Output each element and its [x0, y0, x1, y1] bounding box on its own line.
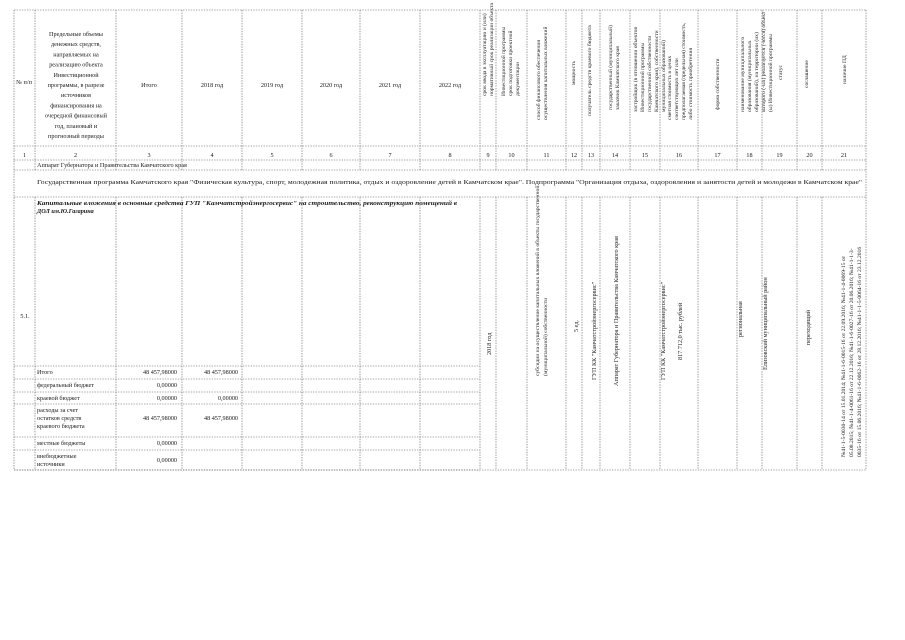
header-limits: очередной финансовый [45, 112, 107, 120]
header-cost: предполагаемая (предельная) стоимость, [681, 22, 687, 120]
column-number: 6 [329, 152, 333, 159]
finance-row-2018: 48 457,98000 [203, 369, 238, 376]
header-design-term: Инвестиционной программы [501, 26, 507, 96]
header-cost: сметная стоимость в ценах [667, 55, 673, 120]
header-agreement: соглашение [804, 60, 810, 88]
finance-row-label: краевого бюджета [37, 423, 85, 430]
header-cost: либо стоимость приобретения [688, 47, 694, 120]
object-title: Капитальные вложения в основные средства ГУП "Камчатстройэнергосервис" на строительство, реконструкцию помещений в [35, 200, 458, 207]
object-municipality: Елизовский муниципальный район [762, 277, 769, 370]
column-number: 18 [746, 152, 753, 159]
column-number: 12 [570, 152, 578, 159]
finance-row-total: 48 457,98000 [142, 415, 177, 422]
object-agreement: 0035-16 от 15.06.2016; №41-1-6-0062-16 от 28.12.2016; №41-1-1-5-0064-16 от 23.12.2016 [857, 246, 863, 457]
header-status: статус [778, 65, 784, 80]
header-municipality: образований), на территории (их) [754, 32, 760, 112]
finance-row-label: Итого [37, 369, 53, 376]
header-cost: соответствующих лет или [674, 58, 680, 120]
header-limits: программы, в разрезе [47, 82, 105, 89]
column-number: 14 [611, 152, 619, 159]
header-limits: денежных средств, [51, 41, 101, 49]
finance-row-total: 48 457,98000 [142, 369, 177, 376]
column-number: 20 [806, 152, 813, 159]
column-number: 19 [776, 152, 783, 159]
object-recipient: ГУП КК "Камчатстройэнергосервис" [591, 281, 598, 380]
header-builder: Камчатского края), собственности [654, 30, 660, 112]
object-agreement: №41-1-5-0030-14 от 15.01.2014; №41-1-6-0015-16 от 22.09.2016; №41-1-4-0069-15 от [841, 255, 847, 457]
object-ownership: региональная [737, 301, 744, 337]
column-number: 15 [641, 152, 649, 159]
object-agreement: 05.08.2015; №41-1-4-0061-16 от 22.12.2016; №41-1-6-0027-16 от 20.06.2016; №41-1-1-3- [849, 248, 855, 457]
column-number: 11 [543, 152, 550, 159]
header-financing: осуществления капитальных вложений [543, 26, 549, 120]
finance-row-label: местные бюджеты [37, 440, 86, 447]
column-number: 10 [508, 152, 515, 159]
header-2019: 2019 год [260, 82, 284, 89]
table-text [16, 2, 863, 468]
header-builder: застройщик (в отношении объектов [633, 26, 639, 112]
header-limits: реализацию объекта [49, 61, 103, 69]
finance-row-label: федеральный бюджет [37, 382, 94, 389]
header-builder: государственной собственности [647, 35, 653, 112]
header-commissioning: нормативный срок реализации объекта [489, 2, 495, 96]
finance-row-2018: 0,00000 [217, 395, 238, 402]
column-number: 16 [675, 152, 683, 159]
finance-row-2018: 48 457,98000 [203, 415, 238, 422]
header-builder: Инвестиционной программы [640, 42, 646, 112]
header-municipality: образования (муниципальных [747, 40, 753, 112]
finance-row-label: краевой бюджет [37, 395, 80, 402]
finance-row-label: источники [37, 461, 65, 468]
column-number: 17 [714, 152, 721, 159]
header-limits: финансирования на [50, 102, 102, 110]
finance-row-label: остатков средств [37, 415, 82, 422]
header-2020: 2020 год [319, 82, 343, 89]
header-recipient: получатель средств краевого бюджета [587, 25, 593, 116]
column-number: 3 [147, 152, 151, 159]
header-pd: наличие ПД [842, 55, 848, 84]
header-commissioning: срок ввода в эксплуатацию и (или) [482, 13, 488, 96]
finance-row-total: 0,00000 [156, 382, 177, 389]
finance-row-label: внебюджетные [37, 453, 77, 460]
object-year: 2018 год [486, 332, 493, 355]
finance-row-total: 0,00000 [156, 440, 177, 447]
header-2018: 2018 год [200, 82, 224, 89]
header-design-term: срок подготовки проектной [508, 30, 514, 96]
header-limits: Предельные объемы [49, 31, 103, 38]
object-financing: субсидии на осуществление капитальных вложений в объекты государственной [535, 185, 541, 376]
object-title: ДОЛ им.Ю.Гагарина [37, 208, 94, 215]
header-municipality: которого (-ых) реализуется (-ются) объект [761, 11, 767, 112]
header-limits: прогнозный периоды [48, 133, 104, 140]
column-number: 1 [22, 152, 27, 159]
column-number: 4 [210, 152, 214, 159]
header-2021: 2021 год [378, 82, 402, 89]
header-total: Итого [141, 82, 157, 89]
header-design-term: документации [515, 62, 521, 96]
column-number: 8 [448, 152, 452, 159]
section-title: Аппарат Губернатора и Правительства Камчатского края [37, 162, 187, 169]
program-title: Государственная программа Камчатского края "Физическая культура, спорт, молодежная политика, отдых и оздоровление детей в Камчатском крае". Подпрограмма "Организация отдыха, оздоровления и занятости детей и молодежи в Камчатском крае" [37, 179, 863, 186]
object-status: переходящий [805, 310, 812, 345]
header-customer: государственный (муниципальный) [608, 25, 614, 110]
object-capacity: 5 ед. [573, 319, 580, 332]
column-number: 9 [486, 152, 490, 159]
header-capacity: мощность [571, 60, 577, 85]
object-builder: ГУП КК "Камчатстройэнергосервис" [660, 281, 667, 380]
column-number: 5 [270, 152, 274, 159]
header-limits: источников [60, 92, 92, 100]
finance-row-label: расходы за счет [37, 407, 79, 414]
header-municipality: (ы) Инвестиционной программы [768, 33, 774, 112]
header-num: № п/п [16, 79, 32, 86]
header-limits: год, плановый и [54, 122, 98, 130]
object-customer: Аппарат Губернатора и Правительства Камчатского края [613, 236, 620, 386]
object-financing: (муниципальной) собственности [543, 297, 549, 376]
column-number: 2 [73, 152, 78, 159]
header-ownership: форма собственности [715, 58, 721, 110]
object-number: 5.1. [20, 313, 30, 320]
finance-row-total: 0,00000 [156, 395, 177, 402]
header-builder: муниципальных образований) [661, 40, 667, 112]
header-limits: Инвестиционной [53, 71, 99, 79]
header-customer: заказчик Камчатского края [615, 46, 621, 110]
column-number: 13 [587, 152, 595, 159]
header-financing: способ финансового обеспечения [536, 40, 542, 120]
table-grid [14, 10, 866, 470]
finance-row-total: 0,00000 [156, 457, 177, 464]
header-2022: 2022 год [438, 82, 462, 89]
column-number: 21 [840, 152, 848, 159]
column-number: 7 [388, 152, 392, 159]
object-cost: 817 712,0 тыс. рублей [677, 302, 684, 360]
header-municipality: наименование муниципального [740, 36, 746, 112]
header-limits: направляемых на [53, 51, 99, 59]
